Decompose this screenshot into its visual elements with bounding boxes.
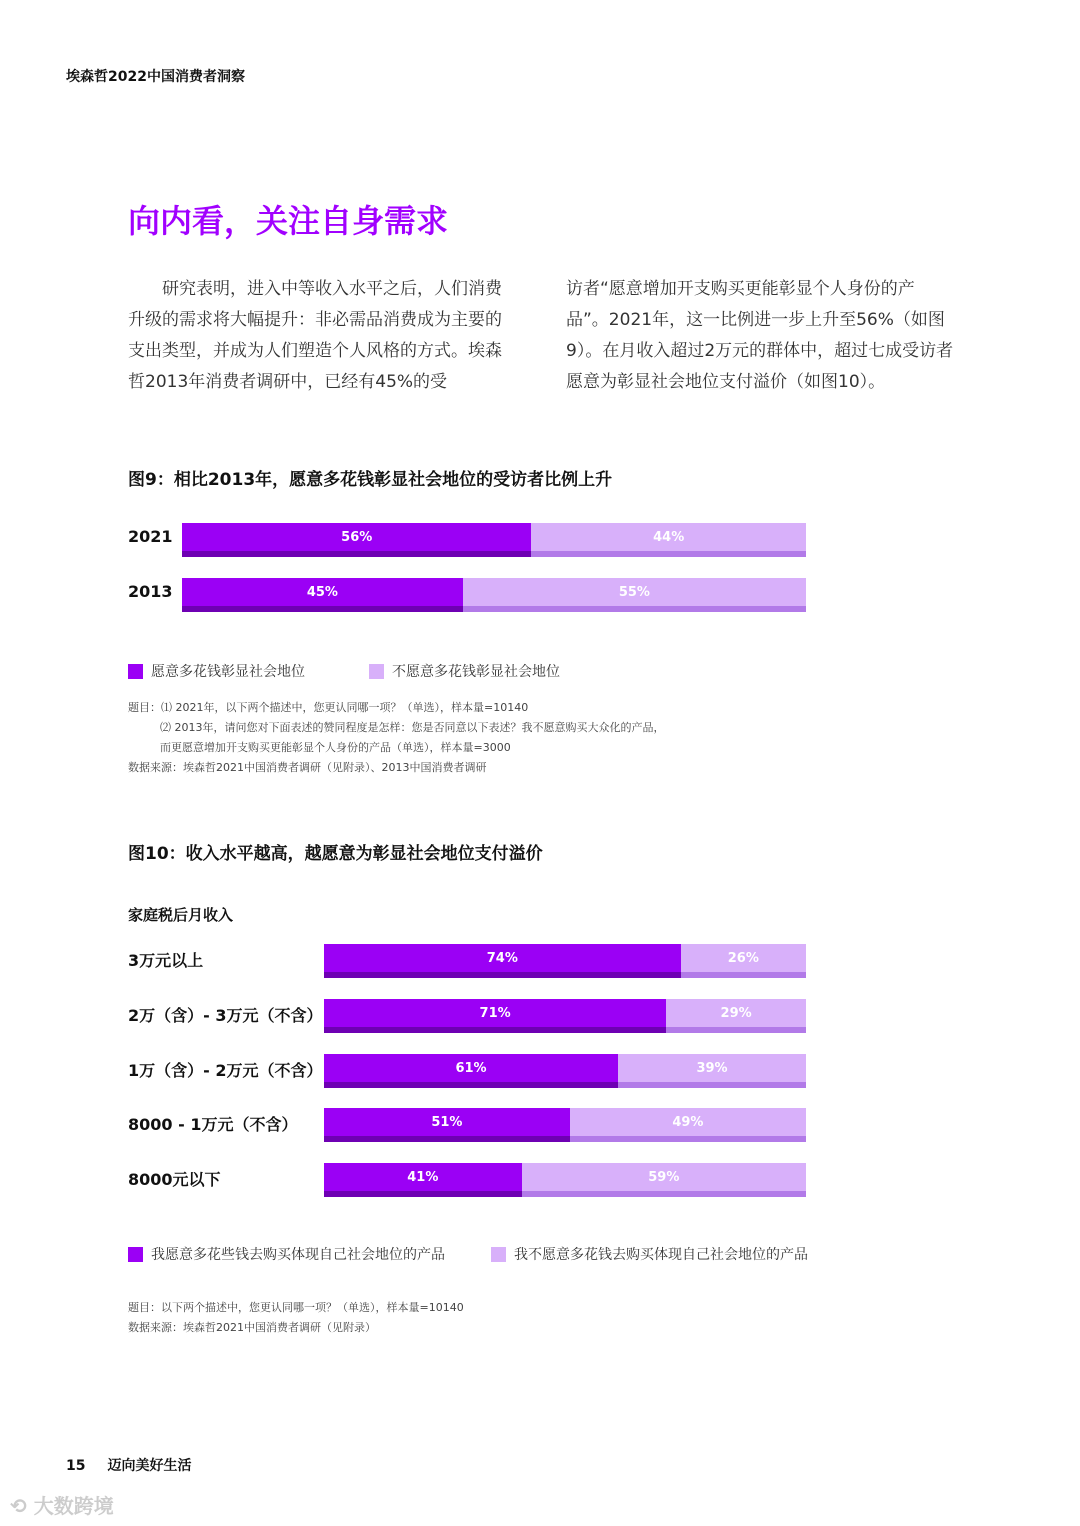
data-label: 45% — [306, 584, 338, 600]
bar-segment-unwilling — [681, 944, 806, 972]
data-label: 74% — [486, 950, 518, 966]
legend-label: 我愿意多花些钱去购买体现自己社会地位的产品 — [151, 1247, 445, 1263]
category-label: 8000元以下 — [128, 1170, 221, 1189]
chart9-note-2: ⑵ 2013年，请问您对下面表述的赞同程度是怎样：您是否同意以下表述？我不愿意购买大众化的产品， — [160, 721, 665, 734]
bar-row — [324, 1108, 806, 1142]
bar-segment-willing — [182, 523, 531, 551]
data-label: 44% — [653, 529, 685, 545]
report-header: 埃森哲2022中国消费者洞察 — [66, 69, 245, 85]
bar-segment-willing — [324, 1108, 570, 1136]
chart10-title: 图10：收入水平越高，越愿意为彰显社会地位支付溢价 — [128, 844, 543, 864]
chart9-note-3: 而更愿意增加开支购买更能彰显个人身份的产品（单选），样本量=3000 — [160, 741, 511, 754]
bar-row — [324, 1054, 806, 1088]
legend-label: 我不愿意多花钱去购买体现自己社会地位的产品 — [514, 1247, 808, 1263]
chart10-note: 题目：以下两个描述中，您更认同哪一项？（单选），样本量=10140 — [128, 1301, 464, 1314]
watermark-logo: ⟲ 大数跨境 — [10, 1494, 114, 1518]
bar-segment-unwilling — [618, 1054, 806, 1082]
data-label: 71% — [479, 1005, 511, 1021]
bar-edge — [324, 1191, 522, 1197]
data-label: 39% — [696, 1060, 728, 1076]
bar-segment-willing — [324, 999, 666, 1027]
bar-edge — [463, 606, 806, 612]
data-label: 41% — [407, 1169, 439, 1185]
category-label: 2013 — [128, 582, 173, 601]
bar-row — [324, 999, 806, 1033]
category-label: 1万（含）- 2万元（不含） — [128, 1061, 323, 1080]
bar-segment-unwilling — [522, 1163, 806, 1191]
bar-segment-willing — [324, 1163, 522, 1191]
category-label: 2021 — [128, 527, 173, 546]
bar-edge — [522, 1191, 806, 1197]
chart9-legend-2 — [369, 661, 560, 681]
bar-row — [182, 523, 806, 557]
data-label: 26% — [727, 950, 759, 966]
chart9-source: 数据来源：埃森哲2021中国消费者调研（见附录）、2013中国消费者调研 — [128, 761, 487, 774]
data-label: 59% — [648, 1169, 680, 1185]
bar-segment-willing — [182, 578, 463, 606]
bar-segment-unwilling — [463, 578, 806, 606]
chart10-source: 数据来源：埃森哲2021中国消费者调研（见附录） — [128, 1321, 376, 1334]
bar-edge — [666, 1027, 806, 1033]
paragraph-left: 研究表明，进入中等收入水平之后，人们消费升级的需求将大幅提升：非必需品消费成为主要的支出类型，并成为人们塑造个人风格的方式。埃森哲2013年消费者调研中，已经有45%的受 — [128, 279, 502, 392]
bar-segment-unwilling — [531, 523, 806, 551]
bar-edge — [681, 972, 806, 978]
bar-row — [182, 578, 806, 612]
bar-edge — [182, 551, 531, 557]
chart10-legend-2 — [491, 1244, 808, 1264]
bar-edge — [324, 972, 681, 978]
data-label: 56% — [341, 529, 373, 545]
legend-label: 愿意多花钱彰显社会地位 — [151, 664, 305, 680]
bar-segment-willing — [324, 944, 681, 972]
data-label: 61% — [455, 1060, 487, 1076]
data-label: 51% — [431, 1114, 463, 1130]
footer — [66, 1455, 191, 1475]
bar-edge — [324, 1136, 570, 1142]
bar-row — [324, 944, 806, 978]
paragraph-right: 访者“愿意增加开支购买更能彰显个人身份的产品”。2021年，这一比例进一步上升至56%（如图9）。在月收入超过2万元的群体中，超过七成受访者愿意为彰显社会地位支付溢价（如图10）。 — [566, 279, 954, 392]
chart10-ylabel: 家庭税后月收入 — [128, 906, 234, 924]
legend-swatch — [128, 664, 143, 679]
section-title: 向内看，关注自身需求 — [128, 202, 449, 240]
bar-segment-unwilling — [570, 1108, 806, 1136]
legend-swatch — [369, 664, 384, 679]
bar-edge — [324, 1027, 666, 1033]
chart9-title: 图9：相比2013年，愿意多花钱彰显社会地位的受访者比例上升 — [128, 470, 613, 490]
category-label: 3万元以上 — [128, 951, 204, 970]
category-label: 8000 - 1万元（不含） — [128, 1115, 298, 1134]
chart9-note-1: 题目：⑴ 2021年，以下两个描述中，您更认同哪一项？（单选），样本量=10140 — [128, 701, 529, 714]
chart9-legend-1 — [128, 661, 305, 681]
chart10-legend-1 — [128, 1244, 445, 1264]
bar-edge — [531, 551, 806, 557]
bar-edge — [570, 1136, 806, 1142]
footer-section: 迈向美好生活 — [107, 1458, 192, 1474]
legend-swatch — [128, 1247, 143, 1262]
legend-label: 不愿意多花钱彰显社会地位 — [392, 664, 560, 680]
bar-segment-willing — [324, 1054, 618, 1082]
bar-row — [324, 1163, 806, 1197]
bar-edge — [182, 606, 463, 612]
bar-segment-unwilling — [666, 999, 806, 1027]
data-label: 55% — [618, 584, 650, 600]
data-label: 29% — [720, 1005, 752, 1021]
category-label: 2万（含）- 3万元（不含） — [128, 1006, 323, 1025]
bar-edge — [324, 1082, 618, 1088]
data-label: 49% — [672, 1114, 704, 1130]
bar-edge — [618, 1082, 806, 1088]
page-number: 15 — [66, 1458, 86, 1474]
legend-swatch — [491, 1247, 506, 1262]
